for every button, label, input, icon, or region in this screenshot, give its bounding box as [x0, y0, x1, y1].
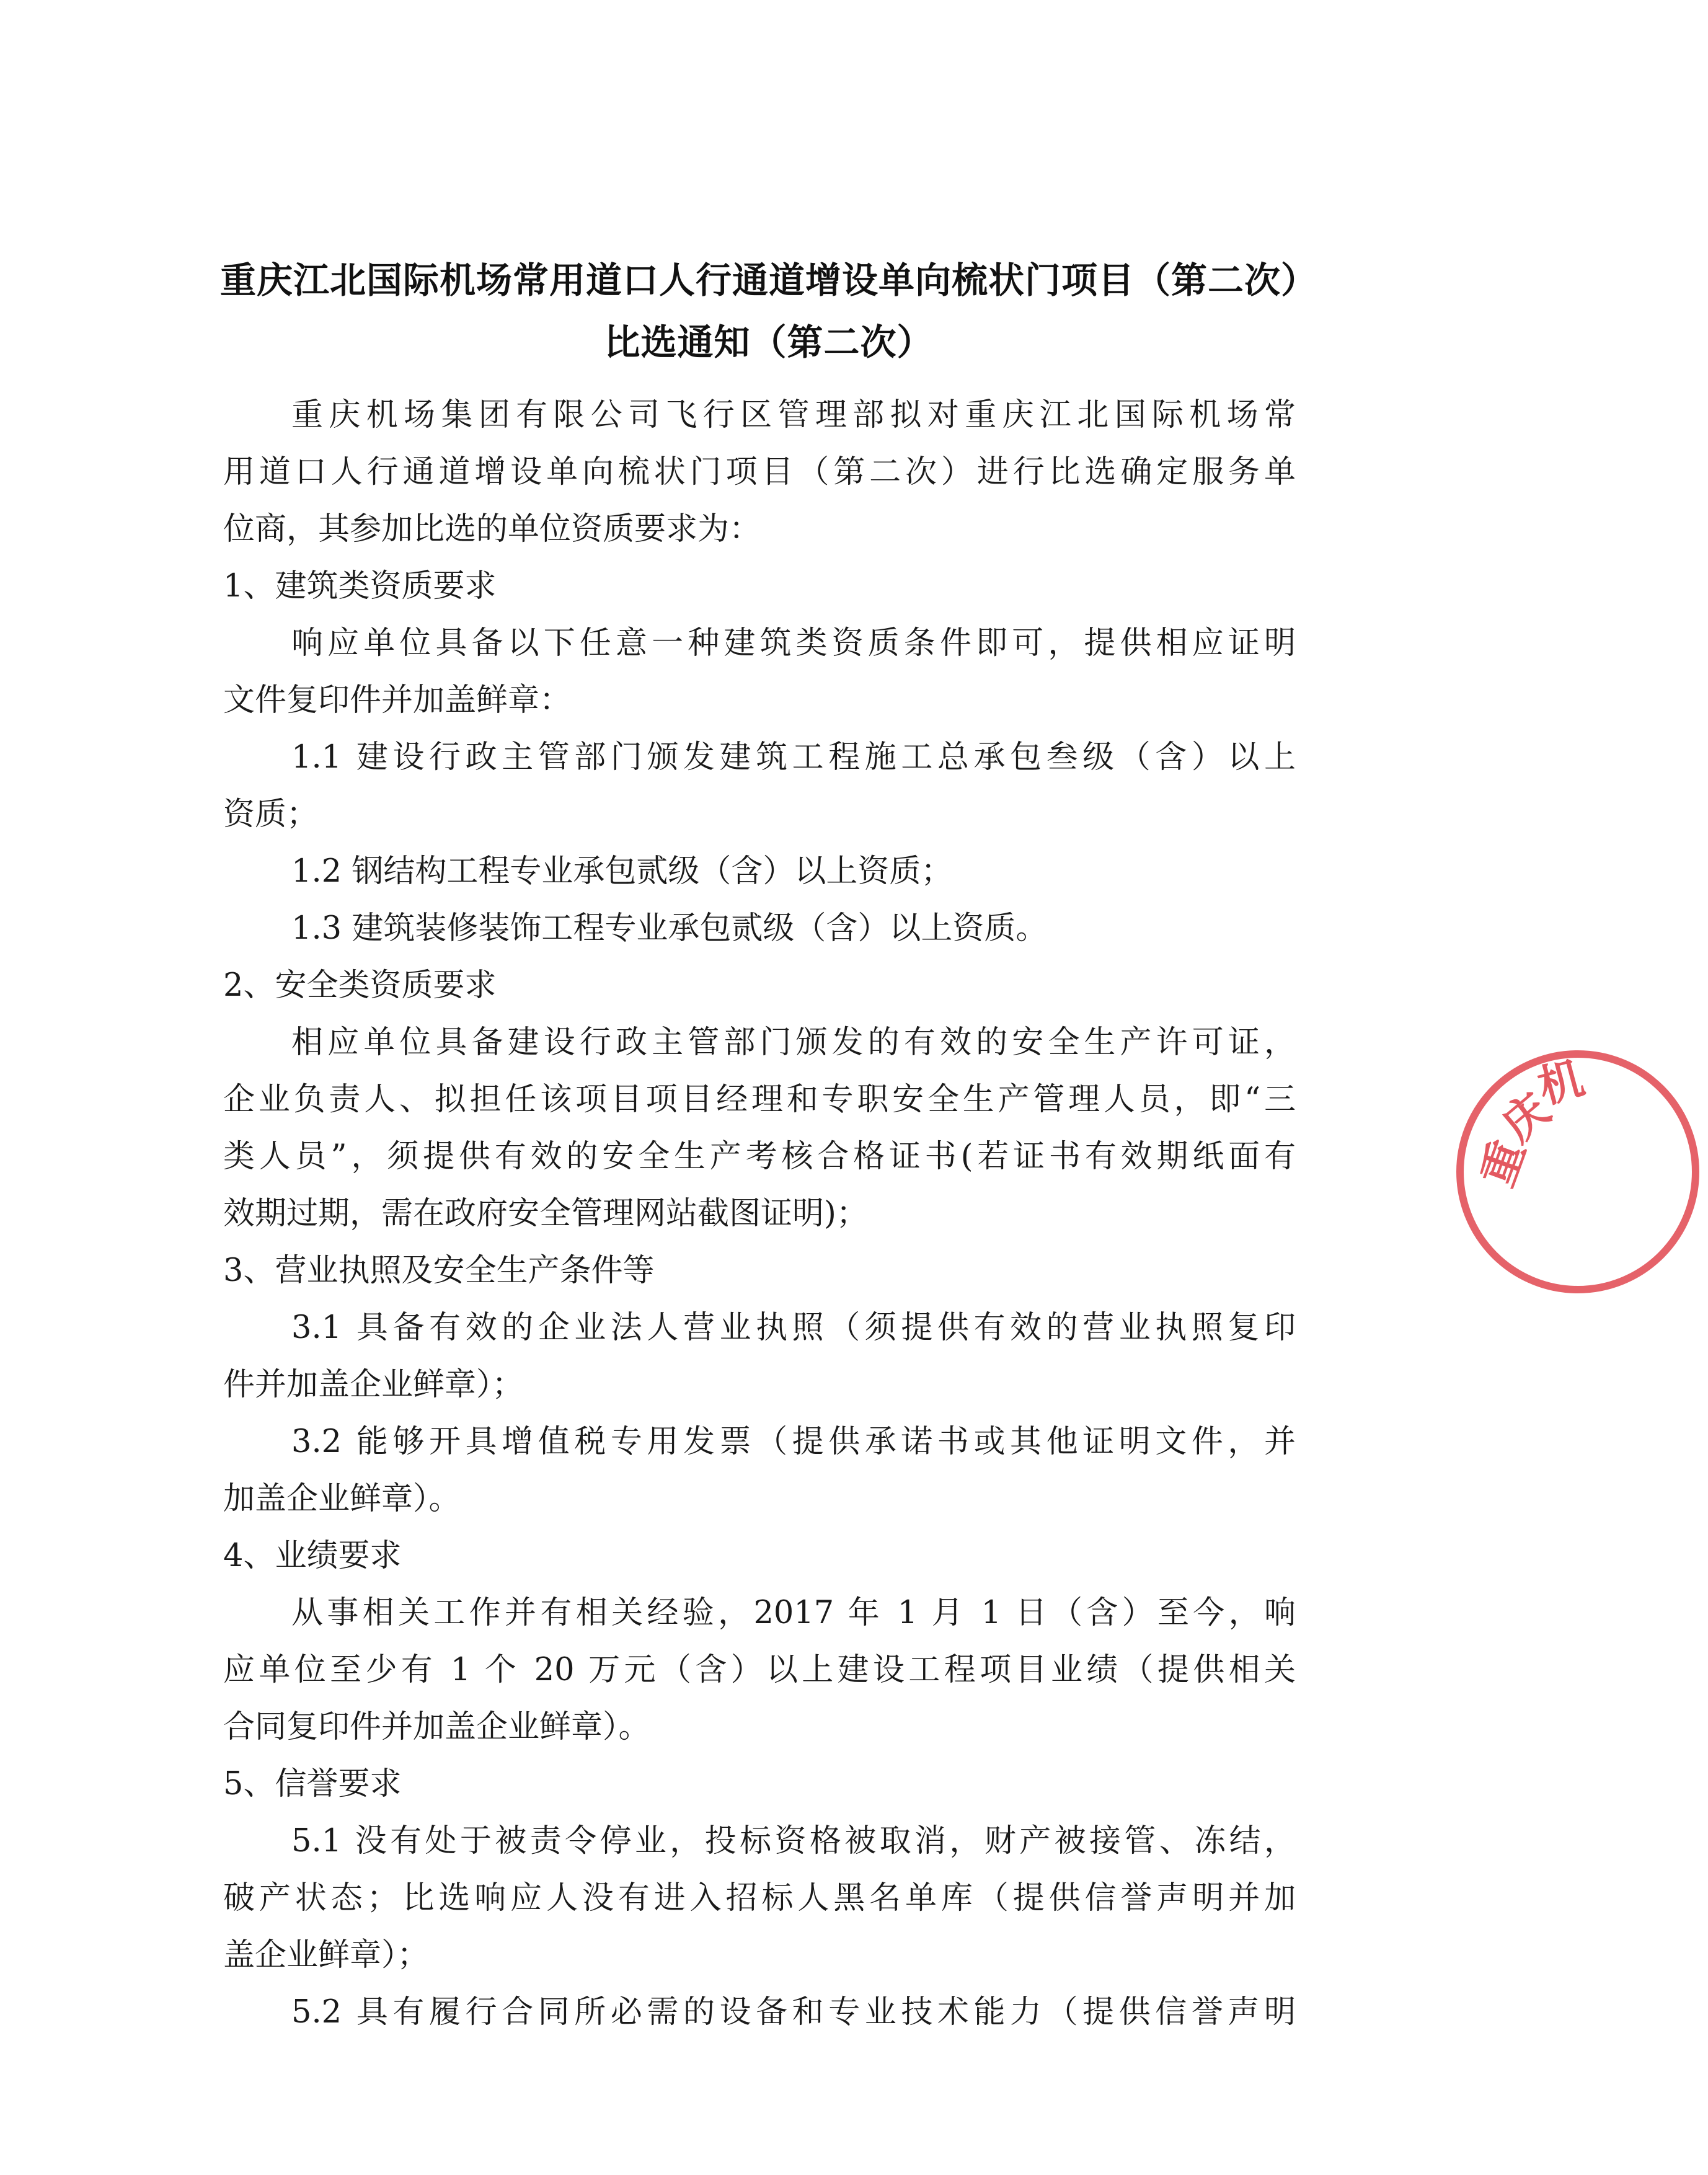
paragraph-line: 位商，其参加比选的单位资质要求为：: [223, 511, 761, 547]
paragraph-line: 合同复印件并加盖企业鲜章）。: [223, 1709, 650, 1745]
paragraph-line: 件并加盖企业鲜章）；: [223, 1367, 524, 1403]
paragraph-line: 重庆机场集团有限公司飞行区管理部拟对重庆江北国际机场常: [291, 397, 1296, 433]
paragraph-line: 文件复印件并加盖鲜章：: [223, 682, 572, 719]
paragraph-line: 加盖企业鲜章）。: [223, 1481, 461, 1517]
paragraph-line: 类人员”，须提供有效的安全生产考核合格证书(若证书有效期纸面有: [223, 1138, 1296, 1175]
list-item: 3.1 具备有效的企业法人营业执照（须提供有效的营业执照复印: [291, 1309, 1296, 1346]
document-title-line-2: 比选通知（第二次）: [604, 321, 934, 363]
paragraph-line: 从事相关工作并有相关经验，2017 年 1 月 1 日（含）至今，响: [291, 1595, 1296, 1631]
svg-text:机: 机: [1533, 1052, 1590, 1114]
list-item: 1.3 建筑装修装饰工程专业承包贰级（含）以上资质。: [291, 910, 1048, 947]
document-title-line-1: 重庆江北国际机场常用道口人行通道增设单向梳状门项目（第二次）: [219, 259, 1317, 301]
paragraph-line: 资质；: [223, 796, 319, 833]
paragraph-line: 盖企业鲜章）；: [223, 1937, 429, 1973]
section-heading: 3、营业执照及安全生产条件等: [223, 1252, 655, 1289]
section-heading: 5、信誉要求: [223, 1766, 402, 1802]
list-item: 3.2 能够开具增值税专用发票（提供承诺书或其他证明文件，并: [291, 1424, 1296, 1460]
section-heading: 4、业绩要求: [223, 1538, 402, 1574]
paragraph-line: 应单位至少有 1 个 20 万元（含）以上建设工程项目业绩（提供相关: [223, 1652, 1296, 1688]
company-seal-stamp: [1448, 1042, 1708, 1302]
list-item: 5.1 没有处于被责令停业，投标资格被取消，财产被接管、冻结，: [291, 1823, 1296, 1859]
list-item: 1.1 建设行政主管部门颁发建筑工程施工总承包叁级（含）以上: [291, 739, 1296, 776]
section-heading: 1、建筑类资质要求: [223, 568, 497, 605]
section-heading: 2、安全类资质要求: [223, 967, 497, 1004]
list-item: 5.2 具有履行合同所必需的设备和专业技术能力（提供信誉声明: [291, 1994, 1296, 2031]
list-item: 1.2 钢结构工程专业承包贰级（含）以上资质；: [291, 853, 953, 890]
paragraph-line: 响应单位具备以下任意一种建筑类资质条件即可，提供相应证明: [291, 625, 1296, 662]
svg-text:重: 重: [1471, 1133, 1536, 1194]
paragraph-line: 效期过期，需在政府安全管理网站截图证明)；: [223, 1195, 868, 1232]
svg-text:庆: 庆: [1492, 1083, 1560, 1152]
paragraph-line: 用道口人行通道增设单向梳状门项目（第二次）进行比选确定服务单: [223, 454, 1296, 490]
paragraph-line: 破产状态；比选响应人没有进入招标人黑名单库（提供信誉声明并加: [223, 1880, 1296, 1916]
paragraph-line: 企业负责人、拟担任该项目项目经理和专职安全生产管理人员，即“三: [223, 1081, 1296, 1118]
paragraph-line: 相应单位具备建设行政主管部门颁发的有效的安全生产许可证，: [291, 1024, 1296, 1061]
